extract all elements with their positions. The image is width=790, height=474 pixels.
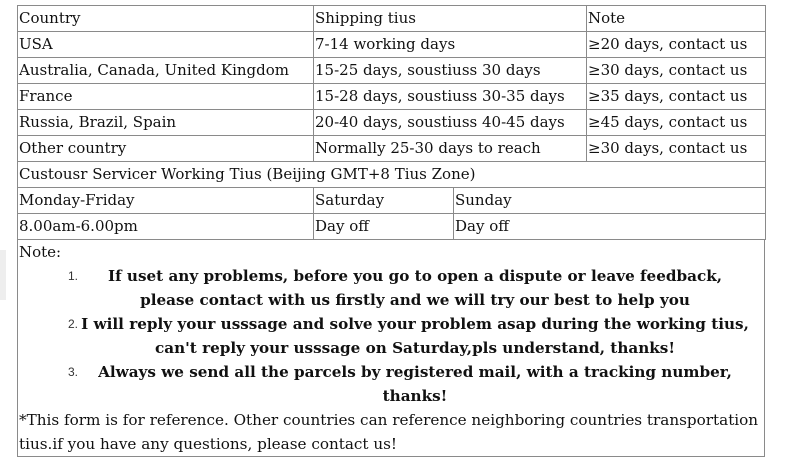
notes-list — [18, 264, 764, 408]
note-number: 1. — [68, 269, 79, 283]
saturday-label: Saturday — [314, 188, 454, 214]
shipping-time-cell: 15-28 days, soustiuss 30-35 days — [314, 84, 587, 110]
notes-section — [17, 240, 765, 457]
footnote: *This form is for reference. Other countries can reference neighboring countries transportation tius.if you have any questions, please contact us! — [19, 411, 759, 453]
country-cell: France — [18, 84, 314, 110]
service-hours-table — [17, 161, 766, 240]
shipping-time-cell: 20-40 days, soustiuss 40-45 days — [314, 110, 587, 136]
country-cell: USA — [18, 32, 314, 58]
shipping-table — [17, 5, 766, 162]
table-header-row — [18, 6, 766, 32]
shipping-time-cell: 7-14 working days — [314, 32, 587, 58]
note-number: 3. — [68, 365, 79, 379]
table-row — [18, 32, 766, 58]
note-cell: ≥20 days, contact us — [587, 32, 766, 58]
list-item — [18, 312, 764, 360]
table-row — [18, 136, 766, 162]
list-item — [18, 264, 764, 312]
weekday-hours: 8.00am-6.00pm — [18, 214, 314, 240]
sunday-hours: Day off — [454, 214, 766, 240]
country-cell: Australia, Canada, United Kingdom — [18, 58, 314, 84]
table-row — [18, 84, 766, 110]
sunday-label: Sunday — [454, 188, 766, 214]
header-country: Country — [18, 6, 314, 32]
shipping-time-cell: Normally 25-30 days to reach — [314, 136, 587, 162]
table-row — [18, 110, 766, 136]
note-cell: ≥30 days, contact us — [587, 58, 766, 84]
page-edge-shadow — [0, 250, 6, 300]
shipping-info-sheet — [17, 5, 765, 457]
service-days-row — [18, 188, 766, 214]
weekday-label: Monday-Friday — [18, 188, 314, 214]
note-number: 2. — [68, 317, 79, 331]
note-cell: ≥30 days, contact us — [587, 136, 766, 162]
service-hours-row — [18, 214, 766, 240]
shipping-time-cell: 15-25 days, soustiuss 30 days — [314, 58, 587, 84]
table-row — [18, 58, 766, 84]
notes-title: Note: — [19, 243, 62, 261]
note-text: I will reply your usssage and solve your problem asap during the working tius, can't reply your usssage on Saturday,pls understand, thanks! — [81, 315, 749, 357]
list-item — [18, 360, 764, 408]
header-shipping-time: Shipping tius — [314, 6, 587, 32]
service-hours-title: Custousr Servicer Working Tius (Beijing GMT+8 Tius Zone) — [18, 162, 766, 188]
saturday-hours: Day off — [314, 214, 454, 240]
note-cell: ≥45 days, contact us — [587, 110, 766, 136]
country-cell: Russia, Brazil, Spain — [18, 110, 314, 136]
note-cell: ≥35 days, contact us — [587, 84, 766, 110]
service-hours-title-row — [18, 162, 766, 188]
note-text: Always we send all the parcels by registered mail, with a tracking number, thanks! — [98, 363, 732, 405]
header-note: Note — [587, 6, 766, 32]
note-text: If uset any problems, before you go to open a dispute or leave feedback, please contact with us firstly and we will try our best to help you — [107, 267, 723, 309]
country-cell: Other country — [18, 136, 314, 162]
